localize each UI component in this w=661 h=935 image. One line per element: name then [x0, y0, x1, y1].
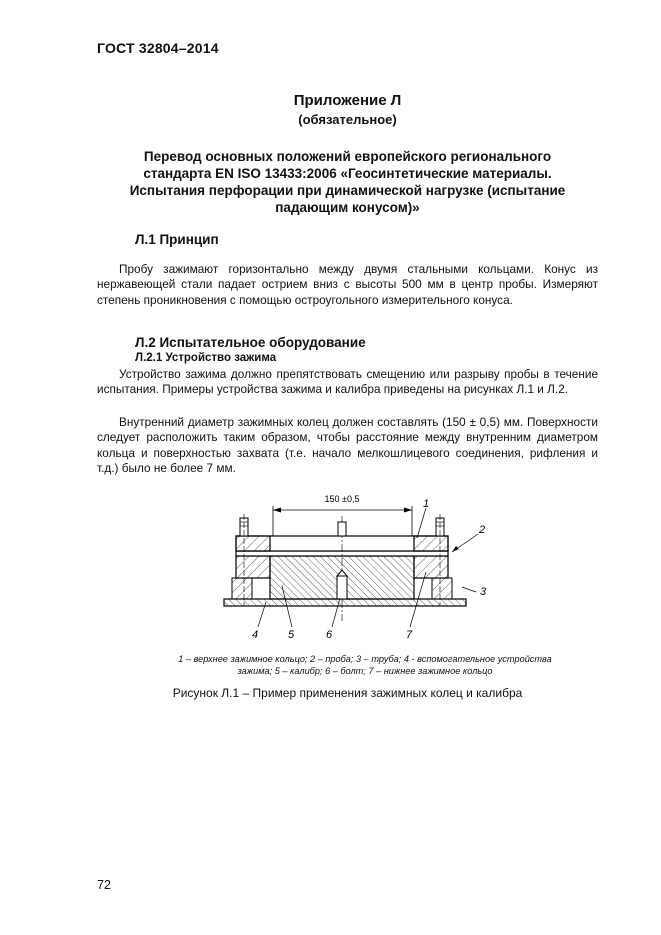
- figure-clamp-drawing: [200, 486, 510, 646]
- heading-line: Перевод основных положений европейского регионального: [143, 149, 552, 164]
- section-2-1-para-1: [97, 367, 598, 398]
- callout-1: 1: [423, 498, 430, 510]
- appendix-subtitle: (обязательное): [298, 112, 397, 127]
- lower-ring-right: [414, 556, 448, 578]
- appendix-heading: [97, 148, 598, 216]
- section-2-1-title: Л.2.1 Устройство зажима: [135, 352, 277, 364]
- callout-2: 2: [479, 524, 486, 536]
- legend-line-1: 1 – верхнее зажимное кольцо; 2 – проба; 3 – труба; 4 - вспомогательное устройства: [178, 654, 552, 664]
- lower-ring-left: [236, 556, 270, 578]
- page-number: 72: [97, 878, 111, 892]
- heading-line: Испытания перфорации при динамической нагрузке (испытание: [129, 183, 566, 198]
- bolt-6: [337, 576, 347, 599]
- center-stud: [338, 522, 346, 536]
- heading-line: стандарта EN ISO 13433:2006 «Геосинтетические материалы.: [143, 166, 552, 181]
- section-1-text: [97, 262, 598, 308]
- callout-5: 5: [288, 629, 295, 641]
- appendix-title: Приложение Л: [293, 92, 402, 109]
- figure-title: Рисунок Л.1 – Пример применения зажимных колец и калибра: [172, 686, 523, 700]
- tube-left: [232, 578, 252, 599]
- callout-6: 6: [326, 629, 333, 641]
- dimension-label: 150 ±0,5: [324, 494, 360, 504]
- callout-7: 7: [406, 629, 413, 641]
- section-1-title: Л.1 Принцип: [135, 232, 219, 247]
- figure-legend: [140, 653, 590, 677]
- legend-line-2: зажима; 5 – калибр; 6 – болт; 7 – нижнее зажимное кольцо: [237, 666, 493, 676]
- heading-line: падающим конусом)»: [275, 200, 420, 215]
- section-2-1-para-2: [97, 415, 598, 476]
- base-plate: [224, 599, 466, 606]
- document-header: ГОСТ 32804–2014: [97, 40, 219, 56]
- section-1-text-content: Пробу зажимают горизонтально между двумя стальными кольцами. Конус из нержавеющей стали падает острием вниз с высоты 500 мм в центр пробы. Измеряют степень проникновения с помощью остроугольного измерительного конуса.: [97, 262, 598, 307]
- para-2-content: Внутренний диаметр зажимных колец должен составлять (150 ± 0,5) мм. Поверхности следует расположить таким образом, чтобы расстояние между внутренним диаметром кольца и поверхностью захвата (т.е. начало мелкошлицевого соединения, рифления и т.д.) было не более 7 мм.: [97, 415, 598, 475]
- callout-4: 4: [252, 629, 259, 641]
- section-2-title: Л.2 Испытательное оборудование: [135, 335, 366, 350]
- tube-right: [432, 578, 452, 599]
- callout-3: 3: [480, 586, 487, 598]
- para-1-content: Устройство зажима должно препятствовать смещению или разрыву пробы в течение испытания. Примеры устройства зажима и калибра приведены на рисунках Л.1 и Л.2.: [97, 367, 598, 397]
